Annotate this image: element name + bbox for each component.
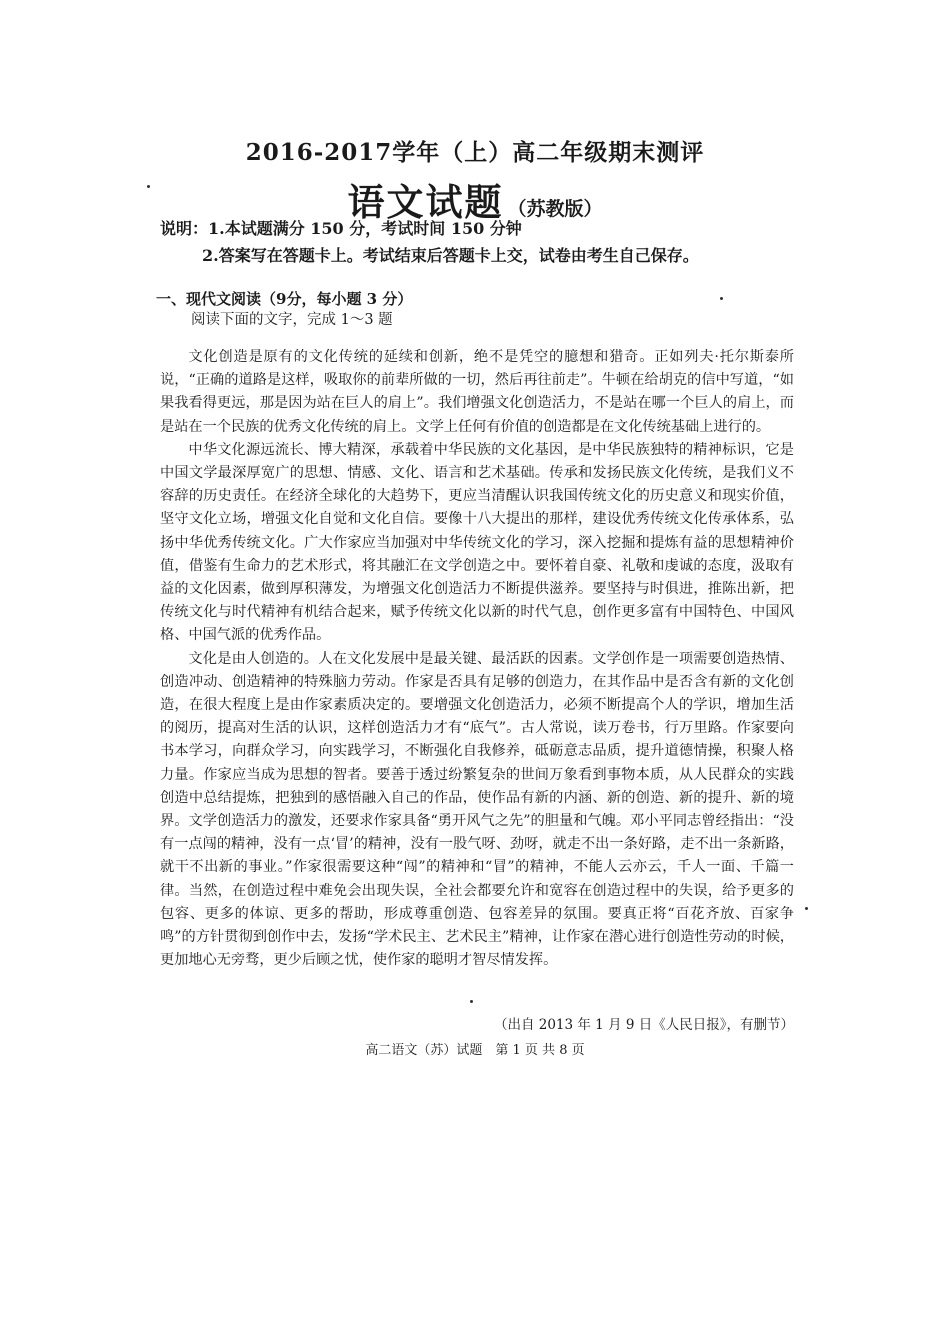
note-line-2: 2.答案写在答题卡上。考试结束后答题卡上交，试卷由考生自己保存。 [202,246,699,265]
passage-paragraph-1: 文化创造是原有的文化传统的延续和创新，绝不是凭空的臆想和猎奇。正如列夫·托尔斯泰所说，“正确的道路是这样，吸取你的前辈所做的一切，然后再往前走”。牛顿在给胡克的信中写道，“如果我看得更远，那是因为站在巨人的肩上”。我们增强文化创造活力，不是站在哪一个巨人的肩上，而是站在一个民族的优秀文化传统的肩上。文学上任何有价值的创造都是在文化传统基础上进行的。 [160,349,794,435]
page-footer: 高二语文（苏）试题 第 1 页 共 8 页 [365,1043,585,1058]
scan-speck [720,297,723,300]
note-line-1: 说明：1.本试题满分 150 分，考试时间 150 分钟 [160,219,522,238]
reading-passage [160,346,794,972]
edition-label: （苏教版） [507,198,603,220]
scan-speck [470,1000,473,1003]
passage-paragraph-3: 文化是由人创造的。人在文化发展中是最关键、最活跃的因素。文学创作是一项需要创造热情、创造冲动、创造精神的特殊脑力劳动。作家是否具有足够的创造力，在其作品中是否含有新的文化创造，在很大程度上是由作家素质决定的。要增强文化创造活力，必须不断提高个人的学识，增加生活的阅历，提高对生活的认识，这样创造活力才有“底气”。古人常说，读万卷书，行万里路。作家要向书本学习，向群众学习，向实践学习，不断强化自我修养，砥砺意志品质，提升道德情操，积聚人格力量。作家应当成为思想的智者。要善于透过纷繁复杂的世间万象看到事物本质，从人民群众的实践创造中总结提炼，把独到的感悟融入自己的作品，使作品有新的内涵、新的创造、新的提升、新的境界。文学创造活力的激发，还要求作家具备“勇开风气之先”的胆量和气魄。邓小平同志曾经指出：“没有一点闯的精神，没有一点‘冒’的精神，没有一股气呀、劲呀，就走不出一条好路，走不出一条新路，就干不出新的事业。”作家很需要这种“闯”的精神和“冒”的精神，不能人云亦云，千人一面、千篇一律。当然，在创造过程中难免会出现失误，全社会都要允许和宽容在创造过程中的失误，给予更多的包容、更多的体谅、更多的帮助，形成尊重创造、包容差异的氛围。要真正将“百花齐放、百家争鸣”的方针贯彻到创作中去，发扬“学术民主、艺术民主”精神，让作家在潜心进行创造性劳动的时候，更加地心无旁骛，更少后顾之忧，使作家的聪明才智尽情发挥。 [160,650,794,969]
passage-paragraph-2: 中华文化源远流长、博大精深，承载着中华民族的文化基因，是中华民族独特的精神标识，它是中国文学最深厚宽广的思想、情感、文化、语言和艺术基础。传承和发扬民族文化传统，是我们义不容辞的历史责任。在经济全球化的大趋势下，更应当清醒认识我国传统文化的历史意义和现实价值，坚守文化立场，增强文化自觉和文化自信。要像十八大提出的那样，建设优秀传统文化传承体系，弘扬中华优秀传统文化。广大作家应当加强对中华传统文化的学习，深入挖掘和提炼有益的思想精神价值，借鉴有生命力的艺术形式，将其融汇在文学创造之中。要怀着自豪、礼敬和虔诚的态度，汲取有益的文化因素，做到厚积薄发，为增强文化创造活力不断提供滋养。要坚持与时俱进，推陈出新，把传统文化与时代精神有机结合起来，赋予传统文化以新的时代气息，创作更多富有中国特色、中国风格、中国气派的优秀作品。 [160,441,794,644]
section-heading: 一、现代文阅读（9分，每小题 3 分） [156,290,413,308]
scan-speck [147,185,150,188]
subject-name: 语文试题 [347,180,504,224]
passage-source: （出自 2013 年 1 月 9 日《人民日报》，有删节） [493,1017,794,1033]
section-instruction: 阅读下面的文字，完成 1～3 题 [191,312,393,328]
exam-notes [160,215,699,269]
exam-title: 2016-2017学年（上）高二年级期末测评 [245,139,705,166]
scan-speck [805,907,808,910]
